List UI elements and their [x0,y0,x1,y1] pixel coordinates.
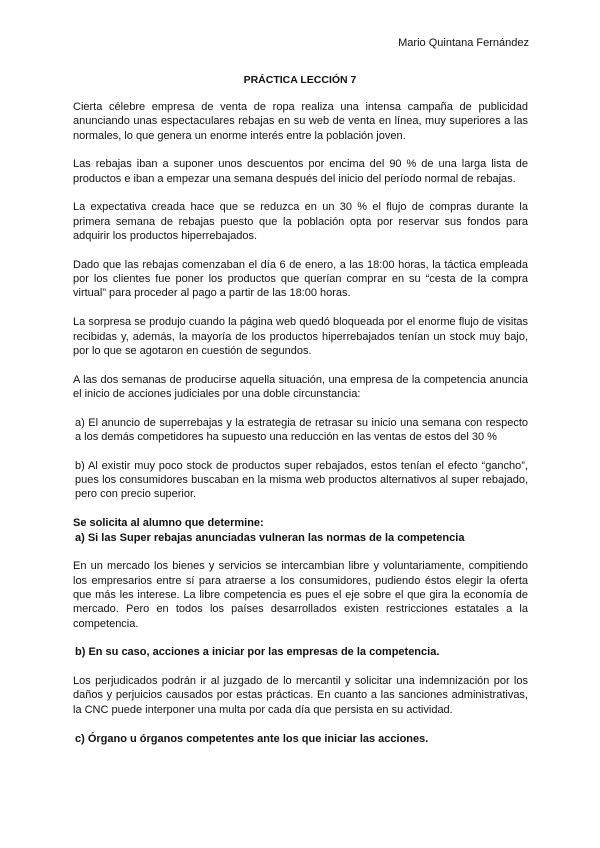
paragraph: La expectativa creada hace que se reduzca en un 30 % el flujo de compras durante la primera semana de rebajas puesto que la población opta por reservar sus fondos para adquirir los productos hiperrebajados. [73,201,528,243]
paragraph: A las dos semanas de producirse aquella situación, una empresa de la competencia anuncia el inicio de acciones judiciales por una doble circunstancia: [73,373,528,400]
answer-a: En un mercado los bienes y servicios se intercambian libre y voluntariamente, compitiendo los empresarios entre sí para atraerse a los consumidores, pudiendo éstos elegir la oferta que más les interese. La libre competencia es pues el eje sobre el que gira la economía de mercado. Pero en todos los países desarrollados existen restricciones estatales a la competencia. [73,560,528,630]
paragraph: Las rebajas iban a suponer unos descuentos por encima del 90 % de una larga lista de productos e iban a empezar una semana después del inicio del período normal de rebajas. [73,158,528,185]
answer-b: Los perjudicados podrán ir al juzgado de lo mercantil y solicitar una indemnización por los daños y perjuicios causados por estas prácticas. En cuanto a las sanciones administrativas, la CNC puede interponer una multa por cada día que persista en su actividad. [73,675,528,716]
circumstance-a: a) El anuncio de superrebajas y la estrategia de retrasar su inicio una semana con respecto a los demás competidores ha supuesto una reducción en las ventas de estos del 30 % [75,416,528,444]
document-body [73,100,528,760]
paragraph: Cierta célebre empresa de venta de ropa realiza una intensa campaña de publicidad anunciando unas espectaculares rebajas en su web de venta en línea, muy superiores a las normales, lo que genera un enorme interés entre la población joven. [73,101,528,142]
question-b: b) En su caso, acciones a iniciar por las empresas de la competencia. [75,646,440,659]
paragraph: La sorpresa se produjo cuando la página web quedó bloqueada por el enorme flujo de visitas recibidas y, además, la mayoría de los productos hiperrebajados tenían un stock muy bajo, por lo que se agotaron en cuestión de segundos. [73,316,528,357]
document-title: PRÁCTICA LECCIÓN 7 [243,74,357,86]
question-c: c) Órgano u órganos competentes ante los que iniciar las acciones. [75,732,429,745]
author-name: Mario Quintana Fernández [398,37,529,49]
question-a: a) Si las Super rebajas anunciadas vulneran las normas de la competencia [75,531,465,544]
paragraph: Dado que las rebajas comenzaban el día 6 de enero, a las 18:00 horas, la táctica empleada por los clientes fue poner los productos que querían comprar en su “cesta de la compra virtual” para proceder al pago a partir de las 18:00 horas. [73,258,528,300]
task-heading: Se solicita al alumno que determine: [73,517,264,530]
circumstance-b: b) Al existir muy poco stock de productos super rebajados, estos tenían el efecto “gancho”, pues los consumidores buscaban en la misma web productos alternativos al super rebajado, pero con precio superior. [75,459,528,501]
